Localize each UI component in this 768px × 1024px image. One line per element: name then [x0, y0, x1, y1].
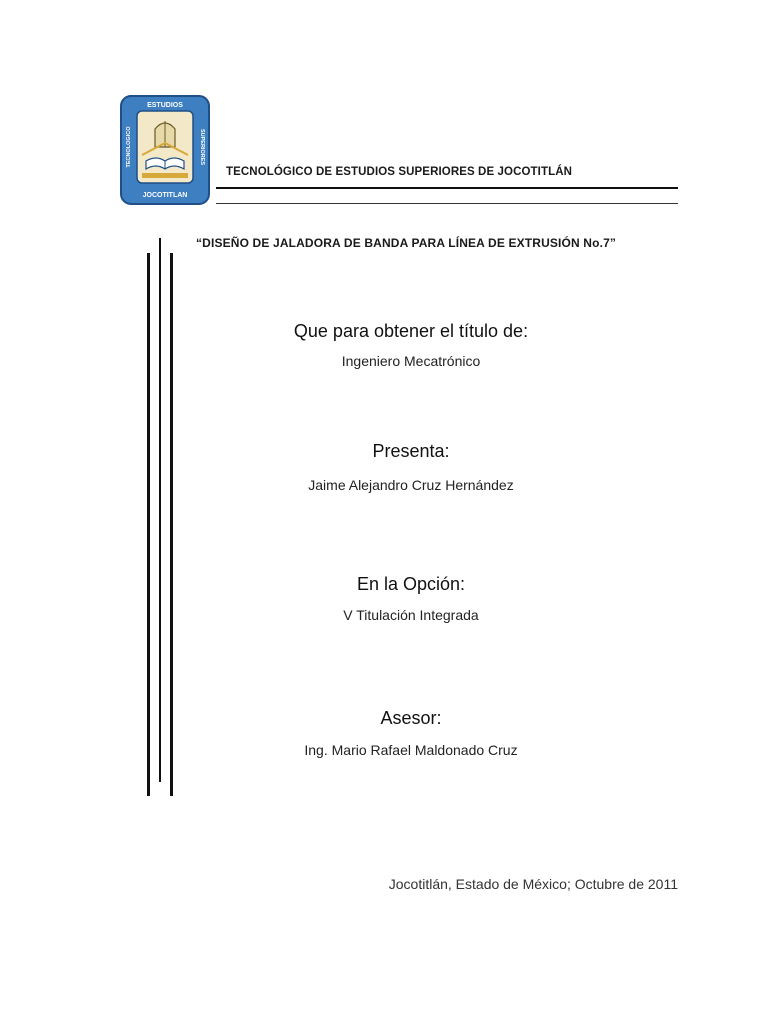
presenter-section [196, 441, 626, 493]
logo-right-text: SUPERIORES [199, 128, 205, 166]
option-value: V Titulación Integrada [343, 607, 479, 623]
degree-value: Ingeniero Mecatrónico [341, 353, 481, 369]
option-section [196, 574, 626, 623]
advisor-section [196, 708, 626, 758]
advisor-name: Ing. Mario Rafael Maldonado Cruz [304, 742, 518, 758]
decorative-vertical-line [147, 253, 150, 796]
institution-logo [120, 95, 210, 205]
degree-heading: Que para obtener el título de: [293, 321, 529, 341]
degree-section [196, 321, 626, 369]
institution-name: TECNOLÓGICO DE ESTUDIOS SUPERIORES DE JOCOTITLÁN [226, 166, 572, 178]
advisor-heading: Asesor: [380, 708, 442, 728]
presenter-heading: Presenta: [372, 441, 450, 461]
header-rule-thin [216, 203, 678, 204]
project-title: “DISEÑO DE JALADORA DE BANDA PARA LÍNEA DE EXTRUSIÓN No.7” [196, 236, 617, 250]
logo-seal-icon [120, 95, 210, 205]
decorative-vertical-line [170, 253, 173, 796]
logo-bottom-text: JOCOTITLAN [142, 192, 188, 199]
presenter-name: Jaime Alejandro Cruz Hernández [308, 477, 514, 493]
option-heading: En la Opción: [356, 574, 466, 594]
header-rule-thick [216, 187, 678, 189]
place-and-date: Jocotitlán, Estado de México; Octubre de 2011 [388, 876, 678, 892]
logo-left-text: TECNOLOGICO [126, 126, 132, 168]
decorative-vertical-line [159, 238, 161, 782]
logo-top-text: ESTUDIOS [147, 102, 183, 109]
